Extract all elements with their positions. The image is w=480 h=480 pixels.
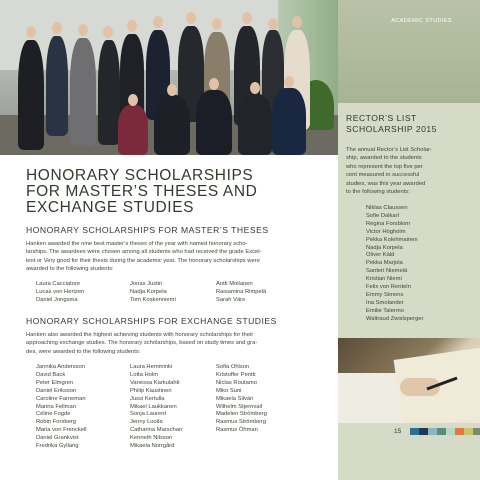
color-swatch: [455, 428, 464, 435]
color-swatch: [419, 428, 428, 435]
awardee-name: Lucas von Hertzen: [36, 288, 85, 295]
awardee-name: Jenny Luoila: [130, 419, 163, 426]
awardee-name: Rasmus Strömberg: [216, 419, 266, 426]
color-swatch: [410, 428, 419, 435]
awardee-name: Mikael Laukkanen: [130, 403, 177, 410]
name-column: [36, 281, 130, 305]
awardee-name: Philip Kaustinen: [130, 387, 172, 394]
awardee-name: Sofia Ohlson: [216, 364, 250, 370]
section-paragraph-theses: [26, 240, 274, 274]
awardee-name: Nadja Korpela: [366, 244, 403, 251]
awardee-name: Kristian Niemi: [366, 276, 402, 283]
awardee-name: Madelen Strömberg: [216, 411, 267, 418]
awardee-name: Regina Forsblom: [366, 220, 411, 227]
awardee-name: Felix von Renteln: [366, 284, 411, 291]
paragraph-line: lent or Very good for their thesis during the academic year. The honorary scholarships were: [26, 257, 260, 264]
rector-list-paragraph: [346, 146, 464, 196]
awardee-name: Lotta Holm: [130, 371, 159, 378]
awardee-name: Fredrika Gyllang: [36, 443, 79, 450]
awardee-name: Waltraud Zwislsperger: [366, 315, 424, 322]
awardee-name: Santeri Niemelä: [366, 268, 408, 275]
theses-name-list: [36, 281, 296, 305]
section-label: ACADEMIC STUDIES: [391, 18, 452, 24]
awardee-name: Oliver Käld: [366, 252, 395, 259]
color-swatch: [446, 428, 455, 435]
awardee-name: Emilie Talermo: [366, 307, 404, 314]
rector-name-list: [366, 205, 423, 324]
sidebar-photo: [338, 0, 480, 103]
awardee-name: Ina Smolander: [366, 299, 404, 306]
page-number: 15: [394, 428, 402, 435]
color-swatch: [473, 428, 480, 435]
paragraph-line: Hanken awarded the nine best master’s theses of the year with named honorary scho-: [26, 241, 248, 247]
exchange-name-list: [36, 364, 296, 451]
name-column: [130, 364, 216, 451]
color-swatch: [428, 428, 437, 435]
paragraph-line: approaching exchange studies. The honorary scholarships, based on study times and gra-: [26, 340, 258, 347]
awardee-name: Tom Koskenniemi: [130, 296, 176, 303]
color-swatch: [464, 428, 473, 435]
awardee-name: Emmy Simons: [366, 291, 404, 298]
name-column: [36, 364, 130, 451]
name-column: [216, 281, 296, 305]
awardee-name: Kenneth Nilsson: [130, 435, 173, 442]
awardee-name: Kristoffer Pentti: [216, 371, 256, 378]
awardee-name: Jussi Kertulla: [130, 395, 165, 402]
paragraph-line: studies, was this year awarded: [346, 180, 426, 187]
awardee-name: Jannika Andersson: [36, 364, 85, 370]
title-line: SCHOLARSHIP 2015: [346, 124, 437, 134]
awardee-name: Mikaela Norrgård: [130, 443, 175, 450]
paragraph-line: awarded to the following students:: [26, 266, 114, 273]
paragraph-line: to the following students:: [346, 189, 410, 196]
awardee-name: Pekka Marjola: [366, 260, 403, 267]
section-heading-theses: HONORARY SCHOLARSHIPS FOR MASTER’S THESES: [26, 225, 269, 235]
awardee-name: Victor Högholm: [366, 228, 406, 235]
awardee-name: Rasmus Öhman: [216, 427, 258, 434]
paragraph-line: The annual Rector’s List Scholar-: [346, 147, 432, 153]
paragraph-line: larships. The awardees were chosen among all students who had received the grade Excel-: [26, 249, 262, 256]
awardee-name: Robin Forsberg: [36, 419, 76, 426]
awardee-name: Niclas Routamo: [216, 379, 257, 386]
awardee-name: Marina Fellman: [36, 403, 76, 410]
awardee-name: Catharina Marschan: [130, 427, 183, 434]
name-column: [130, 281, 216, 305]
awardee-name: Daniel Eriksson: [36, 387, 77, 394]
name-column: [216, 364, 296, 451]
awardee-name: David Back: [36, 371, 66, 378]
awardee-name: Antti Moilanen: [216, 281, 253, 287]
awardee-name: Caroline Farneman: [36, 395, 86, 402]
paragraph-line: cent measured in successful: [346, 172, 420, 179]
paragraph-line: Hanken also awarded the highest achieving students with honorary scholarships for their: [26, 332, 254, 338]
paragraph-line: ship, awarded to the students: [346, 155, 422, 162]
awardee-name: Laura Cacciatore: [36, 281, 81, 287]
awardee-name: Sarah Väre: [216, 296, 246, 303]
title-line: FOR MASTER’S THESES AND: [26, 183, 258, 200]
color-swatch: [437, 428, 446, 435]
awardee-name: Vanessa Karkulahti: [130, 379, 180, 386]
awardee-name: Daniel Grankvist: [36, 435, 79, 442]
section-heading-exchange: HONORARY SCHOLARSHIPS FOR EXCHANGE STUDIES: [26, 316, 277, 326]
paragraph-line: who represent the top five per: [346, 163, 423, 170]
awardee-name: Daniel Jongsma: [36, 296, 78, 303]
group-photo: [0, 0, 338, 155]
awardee-name: Peter Elmgren: [36, 379, 74, 386]
awardee-name: Raisamina Rimpelä: [216, 288, 267, 295]
rector-list-title: [346, 113, 466, 135]
awardee-name: Miko Suni: [216, 387, 242, 394]
awardee-name: Maria von Frenckell: [36, 427, 87, 434]
awardee-name: Laura Hemminki: [130, 364, 173, 370]
awardee-name: Wilhelm Stjernvall: [216, 403, 263, 410]
section-paragraph-exchange: [26, 331, 274, 356]
awardee-name: Pekka Kolehmainen: [366, 236, 418, 243]
awardee-name: Sonja Laurent: [130, 411, 167, 418]
awardee-name: Céline Fogde: [36, 411, 71, 418]
awardee-name: Niklas Claussen: [366, 205, 408, 211]
title-line: HONORARY SCHOLARSHIPS: [26, 167, 254, 184]
title-line: RECTOR’S LIST: [346, 113, 417, 123]
awardee-name: Sofie Dalkarl: [366, 212, 399, 219]
awardee-name: Mikaela Silván: [216, 395, 254, 402]
awardee-name: Jonas Justin: [130, 281, 163, 287]
color-swatch-strip: [410, 428, 480, 435]
paragraph-line: des, were awarded to the following students:: [26, 348, 141, 355]
awardee-name: Nadja Korpela: [130, 288, 167, 295]
title-line: EXCHANGE STUDIES: [26, 199, 195, 216]
writing-photo: [338, 338, 480, 423]
page-title: [26, 168, 326, 216]
